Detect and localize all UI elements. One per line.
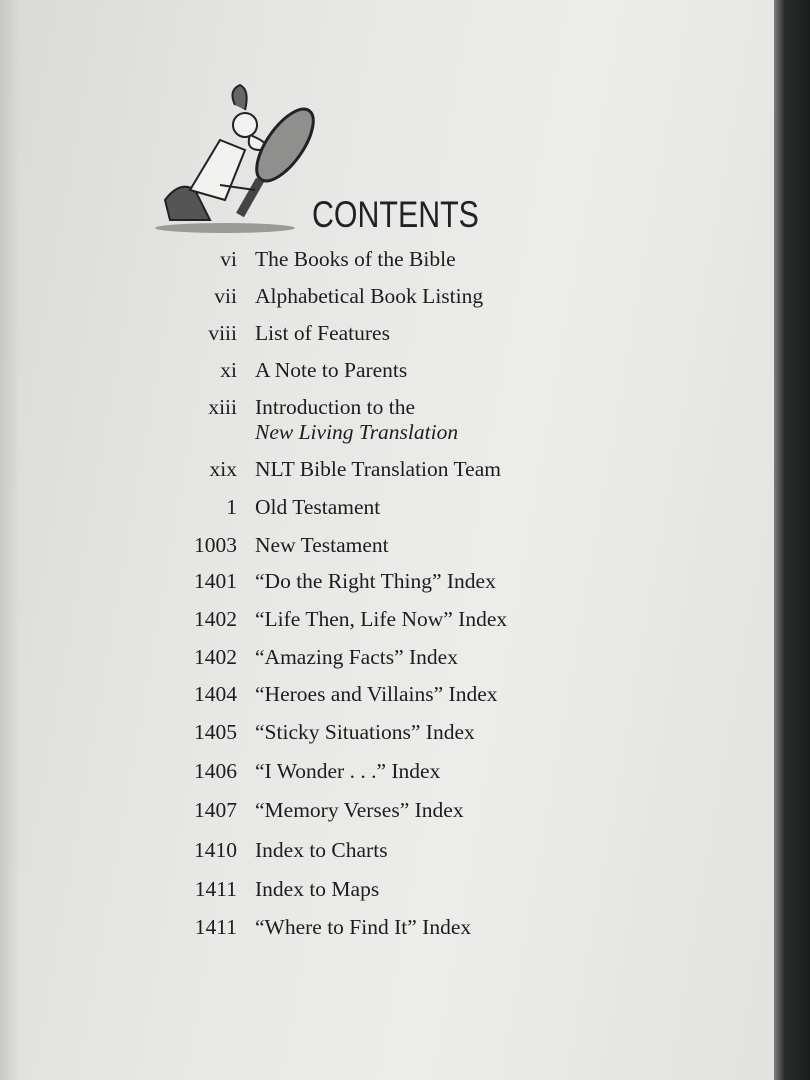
entry-title: “I Wonder . . .” Index — [255, 759, 441, 783]
entry-title: Index to Maps — [255, 877, 380, 901]
page-number: vi — [220, 247, 237, 271]
entry-title: The Books of the Bible — [255, 247, 456, 271]
entry-title: List of Features — [255, 321, 390, 345]
page-number: vii — [214, 284, 237, 308]
toc-entry — [0, 876, 700, 902]
entry-title: A Note to Parents — [255, 358, 408, 382]
entry-title: Old Testament — [255, 495, 381, 519]
toc-entry — [0, 758, 700, 784]
toc-entry — [0, 283, 700, 309]
toc-entry — [0, 246, 700, 272]
toc-entry — [0, 568, 700, 594]
entry-title: “Sticky Situations” Index — [255, 720, 475, 744]
toc-entry — [0, 644, 700, 670]
page-number: 1401 — [194, 569, 237, 593]
page-number: xi — [220, 358, 237, 382]
toc-entry — [0, 681, 700, 707]
entry-title: “Heroes and Villains” Index — [255, 682, 498, 706]
entry-title: “Life Then, Life Now” Index — [255, 607, 508, 631]
book-edge — [774, 0, 810, 1080]
page-number: 1003 — [194, 533, 237, 557]
toc-entry — [0, 494, 700, 520]
entry-title-line2: New Living Translation — [255, 420, 459, 444]
toc-entry — [0, 719, 700, 745]
page-number: 1 — [226, 495, 237, 519]
page-number: 1402 — [194, 645, 237, 669]
entry-title: Alphabetical Book Listing — [255, 284, 484, 308]
entry-title: Index to Charts — [255, 838, 388, 862]
page-number: 1406 — [194, 759, 237, 783]
page-number: 1407 — [194, 798, 237, 822]
toc-entry-continuation — [0, 419, 700, 445]
entry-title: New Testament — [255, 533, 389, 557]
page-number: 1404 — [194, 682, 237, 706]
entry-title: “Where to Find It” Index — [255, 915, 472, 939]
entry-title: Introduction to the — [255, 395, 416, 419]
entry-title: NLT Bible Translation Team — [255, 457, 501, 481]
entry-title: “Memory Verses” Index — [255, 798, 464, 822]
page-number: 1411 — [194, 915, 237, 939]
page-number: 1402 — [194, 607, 237, 631]
toc-entry — [0, 456, 700, 482]
toc-entry — [0, 914, 700, 940]
page-number: xiii — [208, 395, 237, 419]
page-number: xix — [209, 457, 237, 481]
toc-entry — [0, 837, 700, 863]
toc-entry — [0, 532, 700, 558]
entry-title: “Amazing Facts” Index — [255, 645, 458, 669]
toc-entry — [0, 320, 700, 346]
toc-entry — [0, 606, 700, 632]
toc-entry — [0, 394, 700, 420]
page-number: 1410 — [194, 838, 237, 862]
magnifying-glass-character-illustration — [150, 80, 320, 235]
page-number: viii — [208, 321, 237, 345]
page-number: 1405 — [194, 720, 237, 744]
toc-entry — [0, 797, 700, 823]
page-number: 1411 — [194, 877, 237, 901]
entry-title: “Do the Right Thing” Index — [255, 569, 496, 593]
toc-entry — [0, 357, 700, 383]
contents-heading: CONTENTS — [312, 194, 479, 235]
